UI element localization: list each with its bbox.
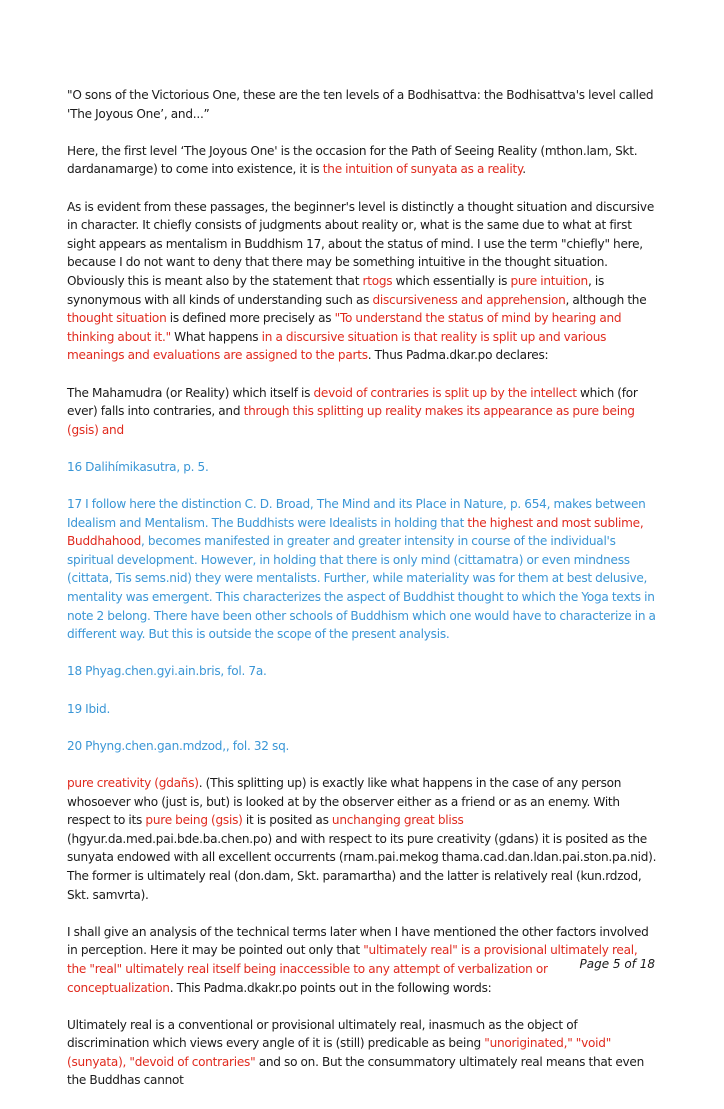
highlighted-text: discursiveness and apprehension bbox=[372, 292, 566, 307]
highlighted-text: the highest and most sublime, Buddhahood bbox=[67, 515, 644, 549]
body-text-bottom bbox=[67, 774, 657, 1090]
paragraph bbox=[67, 86, 657, 123]
text-run: . Thus Padma.dkar.po declares: bbox=[367, 348, 549, 363]
text-run: , is synonymous with all kinds of understanding such as bbox=[67, 273, 605, 307]
highlighted-text: through this splitting up reality makes its appearance as pure being (gsis) and bbox=[67, 404, 635, 437]
paragraph bbox=[67, 198, 657, 365]
text-run: 16 Dalihímikasutra, p. 5. bbox=[67, 459, 209, 474]
text-run: and so on. But the consummatory ultimately real means that even the Buddhas cannot bbox=[67, 1054, 645, 1088]
paragraph bbox=[67, 774, 657, 904]
highlighted-text: rtogs bbox=[362, 273, 393, 288]
highlighted-text: pure being (gsis) bbox=[145, 813, 243, 828]
highlighted-text: in a discursive situation is that reality is split up and various meanings and evaluations are assigned to the parts bbox=[67, 329, 607, 363]
text-run: I shall give an analysis of the technical terms later when I have mentioned the other factors involved in perception. Here it may be pointed out only that bbox=[67, 924, 649, 958]
text-run: What happens bbox=[170, 329, 262, 344]
text-run: which essentially is bbox=[392, 273, 511, 288]
text-run: which (for ever) falls into contraries, and bbox=[67, 385, 638, 419]
document-page bbox=[67, 86, 657, 1109]
text-run: . This Padma.dkakr.po points out in the following words: bbox=[169, 980, 492, 995]
highlighted-text: pure creativity (gdañs) bbox=[67, 775, 199, 790]
text-run: Ultimately real is a conventional or provisional ultimately real, inasmuch as the object of discrimination which views every angle of it is (still) predicable as being bbox=[67, 1017, 578, 1051]
text-run: it is posited as bbox=[242, 813, 332, 828]
footnotes bbox=[67, 458, 657, 756]
text-run: Here, the first level ‘The Joyous One' is the occasion for the Path of Seeing Reality (mthon.lam, Skt. dardanamarge) to come into existence, it is bbox=[67, 143, 638, 177]
paragraph bbox=[67, 1016, 657, 1090]
text-run: is defined more precisely as bbox=[166, 311, 335, 326]
highlighted-text: the intuition of sunyata as a reality bbox=[322, 162, 523, 177]
text-run: . (This splitting up) is exactly like what happens in the case of any person whosoever who (just is, but) is looked at by the observer either as a friend or as an enemy. With respect to its bbox=[67, 775, 622, 828]
text-run: 20 Phyng.chen.gan.mdzod,, fol. 32 sq. bbox=[67, 738, 290, 753]
footnote bbox=[67, 495, 657, 644]
highlighted-text: pure intuition bbox=[510, 273, 588, 288]
footnote bbox=[67, 458, 657, 477]
text-run: , although the bbox=[565, 292, 647, 307]
highlighted-text: "ultimately real" is a provisional ultimately real, the "real" ultimately real itself being inaccessible to any attempt of verbalization or conceptualization bbox=[67, 943, 638, 995]
highlighted-text: unchanging great bliss bbox=[331, 813, 464, 828]
text-run: (hgyur.da.med.pai.bde.ba.chen.po) and with respect to its pure creativity (gdans) it is posited as the sunyata endowed with all excellent occurrents (rnam.pai.mekog thama.cad.dan.ldan.pai.ston.pa.nid). The former is ultimately real (don.dam, Skt. paramartha) and the latter is relatively real (kun.rdzod, Skt. samvrta). bbox=[67, 831, 657, 902]
footnote bbox=[67, 700, 657, 719]
text-run: 18 Phyag.chen.gyi.ain.bris, fol. 7a. bbox=[67, 664, 267, 679]
paragraph bbox=[67, 384, 657, 440]
highlighted-text: "To understand the status of mind by hearing and thinking about it." bbox=[67, 311, 622, 344]
footnote bbox=[67, 662, 657, 681]
text-run: As is evident from these passages, the beginner's level is distinctly a thought situation and discursive in character. It chiefly consists of judgments about reality or, what is the same due to what at first sight appears as mentalism in Buddhism 17, about the status of mind. I use the term "chiefly" here, because I do not want to deny that there may be something intuitive in the thought situation. Obviously this is meant also by the statement that bbox=[67, 199, 655, 288]
paragraph bbox=[67, 142, 657, 179]
text-run: . bbox=[522, 162, 526, 177]
text-run: "O sons of the Victorious One, these are the ten levels of a Bodhisattva: the Bodhisattva's level called 'The Joyous One’, and...” bbox=[67, 88, 654, 121]
paragraph bbox=[67, 923, 657, 997]
highlighted-text: devoid of contraries is split up by the intellect bbox=[313, 385, 577, 400]
highlighted-text: "unoriginated," "void" (sunyata), "devoid of contraries" bbox=[67, 1036, 612, 1069]
highlighted-text: thought situation bbox=[67, 311, 167, 326]
text-run: , becomes manifested in greater and greater intensity in course of the individual's spiritual development. However, in holding that there is only mind (cittamatra) or even mindness (cittata, Tis sems.nid) they were mentalists. Further, while materiality was for them at best delusive, mentality was emergent. This characterizes the aspect of Buddhist thought to which the Yoga texts in note 2 belong. There have been other schools of Buddhism which one would have to characterize in a different way. But this is outside the scope of the present analysis. bbox=[67, 534, 656, 642]
text-run: 19 Ibid. bbox=[67, 701, 111, 716]
text-run: The Mahamudra (or Reality) which itself is bbox=[67, 385, 314, 400]
page-number: Page 5 of 18 bbox=[579, 957, 655, 971]
body-text-top bbox=[67, 86, 657, 439]
footnote bbox=[67, 737, 657, 756]
text-run: 17 I follow here the distinction C. D. Broad, The Mind and its Place in Nature, p. 654, makes between Idealism and Mentalism. The Buddhists were Idealists in holding that bbox=[67, 497, 646, 530]
